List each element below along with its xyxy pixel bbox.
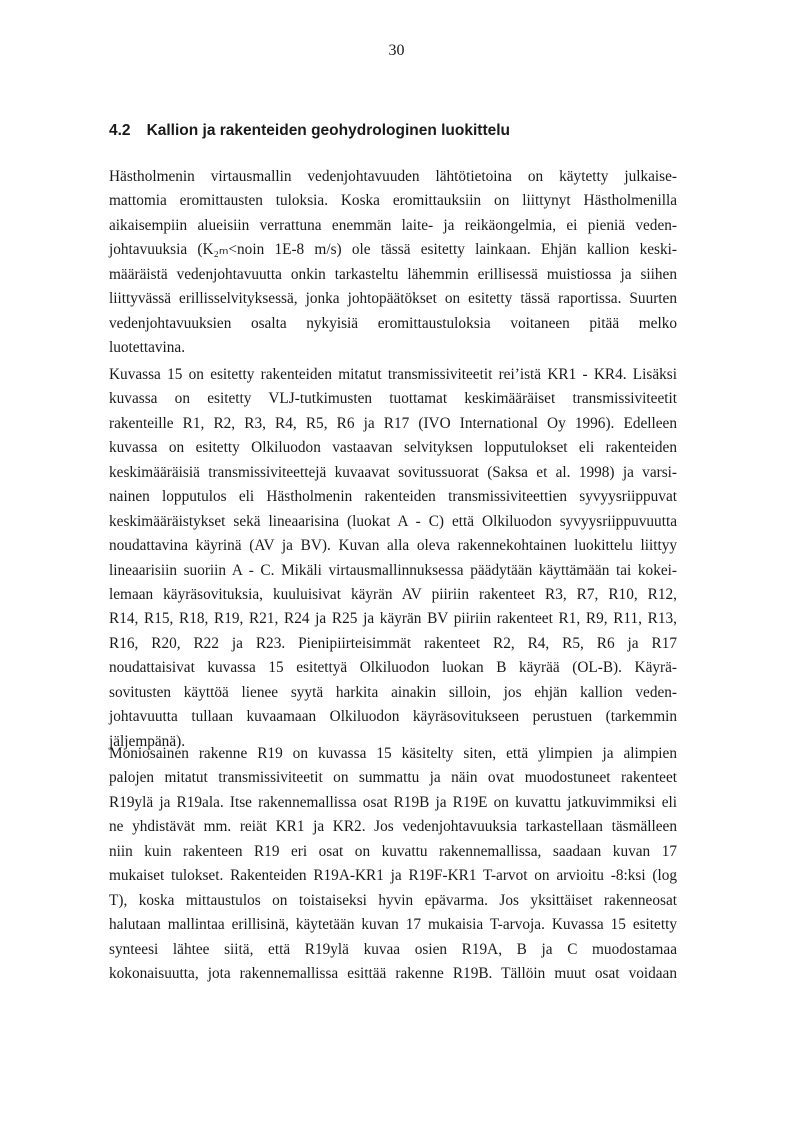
text-line: noudattavina käyrinä (AV ja BV). Kuvan alla oleva rakennekohtainen luokittelu liittyy (109, 537, 677, 555)
text-line: palojen mitatut transmissiviteetit on summattu ja näin ovat muodostuneet rakenteet (109, 769, 677, 787)
text-line: niin kuin rakenteen R19 eri osat on kuvattu rakennemallissa, saadaan kuvan 17 (109, 842, 677, 860)
text-line: johtavuutta tullaan kuvaamaan Olkiluodon käyräsovitukseen perustuen (tarkemmin (109, 708, 677, 726)
text-line: mattomia eromittausten tuloksia. Koska eromittauksiin on liittynyt Hästholmenilla (109, 192, 677, 210)
text-line: noudattaisivat kuvassa 15 esitettyä Olkiluodon luokan B käyrää (OL-B). Käyrä- (109, 659, 677, 677)
paragraph-3 (109, 742, 677, 986)
text-line: R14, R15, R18, R19, R21, R24 ja R25 ja käyrän BV piiriin rakenteet R1, R9, R11, R13, (109, 610, 677, 628)
text-line: kuvassa on esitetty Olkiluodon vastaavan selvityksen lopputulokset eli rakenteiden (109, 439, 677, 457)
text-line: R19ylä ja R19ala. Itse rakennemallissa osat R19B ja R19E on kuvattu jatkuvimmiksi eli (109, 793, 677, 811)
text-line: jäljempänä). (109, 732, 186, 750)
text-line: liittyvässä erillisselvityksessä, jonka johtopäätökset on esitetty tässä raportissa. Suurten (109, 290, 677, 308)
section-title: Kallion ja rakenteiden geohydrologinen luokittelu (146, 122, 510, 139)
page-number: 30 (388, 42, 405, 59)
text-line: lineaarisiin suoriin A - C. Mikäli virtausmallinnuksessa päädytään käyttämään tai kokei- (109, 561, 677, 579)
text-line: synteesi lähtee siitä, että R19ylä kuvaa osien R19A, B ja C muodostamaa (109, 940, 677, 958)
section-number: 4.2 (109, 122, 131, 139)
text-line: halutaan mallintaa erillisinä, käytetään kuvan 17 mukaisia T-arvoja. Kuvassa 15 esitetty (109, 916, 677, 934)
text-line: kuvassa on esitetty VLJ-tutkimusten tuottamat keskimääräiset transmissiviteetit (109, 390, 677, 408)
text-line: keskimääräistykset sekä lineaarisina (luokat A - C) että Olkiluodon syvyysriippuvuutta (109, 512, 677, 530)
text-line: keskimääräisiä transmissiviteettejä kuvaavat sovitussuorat (Saksa et al. 1998) ja varsi- (109, 463, 677, 481)
text-line: luotettavina. (109, 339, 186, 357)
paragraph-2 (109, 363, 677, 754)
text-line: T), koska mittaustulos on toistaiseksi hyvin epävarma. Jos yksittäiset rakenneosat (109, 891, 677, 909)
text-line: R16, R20, R22 ja R23. Pienipiirteisimmät rakenteet R2, R4, R5, R6 ja R17 (109, 634, 677, 652)
text-line: aikaisempiin alueisiin verrattuna enemmän laite- ja reikäongelmia, ei pieniä veden- (109, 216, 677, 234)
text-line: ne yhdistävät mm. reiät KR1 ja KR2. Jos vedenjohtavuuksia tarkastellaan täsmälleen (109, 818, 677, 836)
text-line: sovitusten käyttöä lienee syytä harkita ainakin silloin, jos ehjän kallion veden- (109, 683, 677, 701)
text-line: vedenjohtavuuksien osalta nykyisiä eromittaustuloksia voitaneen pitää melko (109, 314, 677, 332)
text-line: Moniosainen rakenne R19 on kuvassa 15 käsitelty siten, että ylimpien ja alimpien (109, 745, 677, 762)
section-heading (109, 121, 510, 141)
text-line: rakenteille R1, R2, R3, R4, R5, R6 ja R17 (IVO International Oy 1996). Edelleen (109, 414, 677, 432)
paragraph-1 (109, 165, 677, 361)
text-line: Kuvassa 15 on esitetty rakenteiden mitatut transmissiviteetit rei’istä KR1 - KR4. Lisäksi (109, 366, 677, 383)
text-line: lemaan käyräsovituksia, kuuluisivat käyrän AV piiriin rakenteet R3, R7, R10, R12, (109, 585, 677, 603)
text-line: kokonaisuutta, jota rakennemallissa esittää rakenne R19B. Tällöin muut osat voidaan (109, 964, 677, 982)
text-line: nainen lopputulos eli Hästholmenin rakenteiden transmissiviteettien syvyysriippuvat (109, 488, 677, 506)
text-line: mukaiset tulokset. Rakenteiden R19A-KR1 ja R19F-KR1 T-arvot on arvioitu -8:ksi (log (109, 867, 677, 885)
text-line: määräistä vedenjohtavuutta onkin tarkasteltu lähemmin erillisessä muistiossa ja siihen (109, 265, 677, 283)
text-line: Hästholmenin virtausmallin vedenjohtavuuden lähtötietoina on käytetty julkaise- (109, 168, 677, 185)
text-line: johtavuuksia (K₂ₘ<noin 1E-8 m/s) ole tässä esitetty lainkaan. Ehjän kallion keski- (109, 241, 677, 259)
